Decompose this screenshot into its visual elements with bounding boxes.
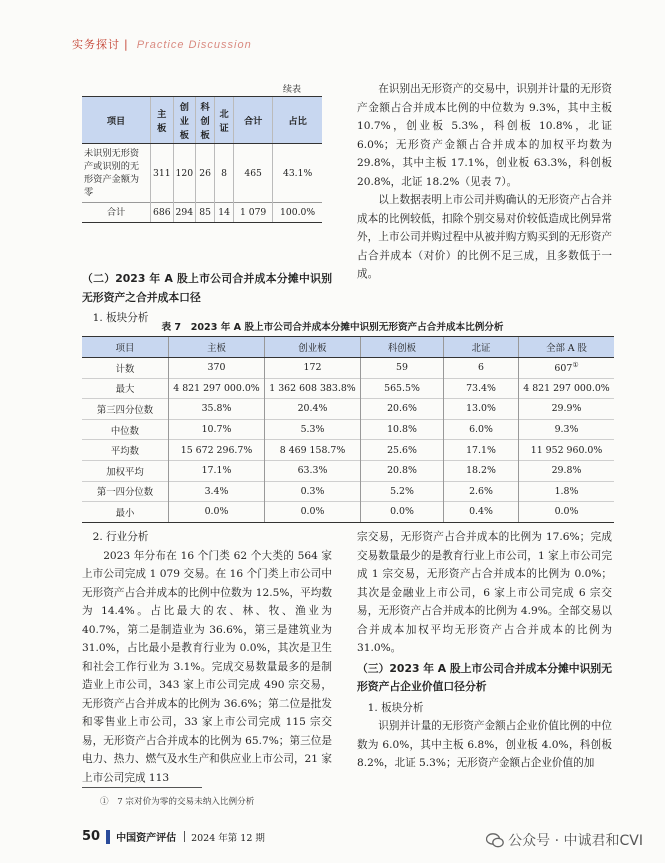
table-cell: 3.4% <box>169 481 265 502</box>
table-row <box>82 399 614 420</box>
col-header: 主板 <box>169 337 265 358</box>
table-cell: 6.0% <box>444 419 519 440</box>
table-cell: 607① <box>519 358 615 379</box>
table-7 <box>82 336 614 523</box>
table-cell: 565.5% <box>361 378 444 399</box>
table-cell: 0.0% <box>361 502 444 523</box>
section-title: 实务探讨 <box>72 38 120 51</box>
table-cell: 20.6% <box>361 399 444 420</box>
table-cell: 35.8% <box>169 399 265 420</box>
table-cell: 加权平均 <box>82 460 169 481</box>
table-cell: 85 <box>196 203 215 223</box>
subsection-heading: 2. 行业分析 <box>92 531 149 543</box>
footer-bar <box>106 830 110 844</box>
table-cell: 294 <box>173 203 196 223</box>
table-cell: 120 <box>173 144 196 203</box>
table-cell: 0.0% <box>519 502 615 523</box>
table-cell: 0.4% <box>444 502 519 523</box>
table-cell: 26 <box>196 144 215 203</box>
section-header: 实务探讨 | Practice Discussion <box>72 38 252 51</box>
table-cell: 中位数 <box>82 419 169 440</box>
subsection-heading: 1. 板块分析 <box>92 312 149 324</box>
page-number: 50 <box>82 829 101 844</box>
table-cell: 100.0% <box>273 203 322 223</box>
table-cell: 15 672 296.7% <box>169 440 265 461</box>
table-cell: 第三四分位数 <box>82 399 169 420</box>
table-cell: 20.4% <box>265 399 361 420</box>
paragraph: 2023 年分布在 16 个门类 62 个大类的 564 家上市公司完成 1 079 交易。在 16 个门类上市公司中无形资产占合并成本的比例中位数为 12.5%，平均数为 14.4%。占比最大的农、林、牧、渔业为 40.7%，第二是制造业为 36.6%，第三是建筑业为 31.0%，占比最小是教育行业为 0.0%，其次是卫生和社会工作行业为 3.1%。完成交易数量最多的是制造业上市公司，343 家上市公司完成 490 宗交易，无形资产占合并成本的比例为 36.6%；第二位是批发和零售业上市公司，33 家上市公司完成 115 宗交易，无形资产占合并成本的比例为 65.7%；第三位是电力、热力、燃气及水生产和供应业上市公司，21 家上市公司完成 113 <box>82 549 332 784</box>
table-row <box>82 419 614 440</box>
table-cell: 5.2% <box>361 481 444 502</box>
table-cell: 25.6% <box>361 440 444 461</box>
col-header: 北证 <box>444 337 519 358</box>
table-row <box>82 378 614 399</box>
table-cell: 计数 <box>82 358 169 379</box>
table-cell: 4 821 297 000.0% <box>519 378 615 399</box>
right-bottom-column <box>357 528 612 773</box>
table-row <box>82 440 614 461</box>
table-cell: 686 <box>151 203 174 223</box>
table-cell: 0.3% <box>265 481 361 502</box>
col-header: 科创板 <box>196 97 215 144</box>
col-header: 合计 <box>234 97 273 144</box>
footnote: ① 7 宗对价为零的交易未纳入比例分析 <box>100 797 255 807</box>
col-header: 全部 A 股 <box>519 337 615 358</box>
journal-name: 中国资产评估 <box>116 833 177 844</box>
table-cell: 10.8% <box>361 419 444 440</box>
watermark <box>486 830 643 850</box>
col-header: 占比 <box>273 97 322 144</box>
table-row <box>82 502 614 523</box>
table-row <box>82 144 322 203</box>
table-cell: 1.8% <box>519 481 615 502</box>
wechat-icon <box>486 833 504 848</box>
table-cell: 最大 <box>82 378 169 399</box>
table-cell: 13.0% <box>444 399 519 420</box>
table-cell: 合计 <box>82 203 151 223</box>
table-cell: 17.1% <box>169 460 265 481</box>
paragraph: 宗交易，无形资产占合并成本的比例为 17.6%；完成交易数量最少的是教育行业上市公司，1 家上市公司完成 1 宗交易，无形资产占合并成本的比例为 0.0%；其次是金融业上市公司，6 家上市公司完成 6 宗交易，无形资产占合并成本的比例为 4.9%。全部交易以合并成本加权平均无形资产占合并成本的比例为 31.0%。 <box>357 531 612 654</box>
table-cell: 63.3% <box>265 460 361 481</box>
col-header: 创业板 <box>265 337 361 358</box>
table-cell: 29.8% <box>519 460 615 481</box>
table-row <box>82 481 614 502</box>
table-cell: 0.0% <box>169 502 265 523</box>
paragraph: 识别并计量的无形资产金额占企业价值比例的中位数为 6.0%，其中主板 6.8%，创业板 4.0%，科创板 8.2%，北证 5.3%；无形资产金额占企业价值的加 <box>357 720 612 769</box>
table-cell: 平均数 <box>82 440 169 461</box>
table-cell: 1 362 608 383.8% <box>265 378 361 399</box>
table-row <box>82 358 614 379</box>
paragraph: 在识别出无形资产的交易中，识别并计量的无形资产金额占合并成本比例的中位数为 9.3%，其中主板 10.7%，创业板 5.3%，科创板 10.8%，北证 6.0%；无形资产金额占合并成本的加权平均数为 29.8%，其中主板 17.1%，创业板 63.3%，科创板 20.8%，北证 18.2%（见表 7）。 <box>357 83 612 188</box>
table-cell: 43.1% <box>273 144 322 203</box>
table-cell: 10.7% <box>169 419 265 440</box>
issue-label: 2024 年第 12 期 <box>191 832 265 844</box>
table-cell: 59 <box>361 358 444 379</box>
table-cell: 6 <box>444 358 519 379</box>
table-cell: 20.8% <box>361 460 444 481</box>
table-cell: 14 <box>215 203 234 223</box>
table-cell: 未识别无形资产或识别的无形资产金额为零 <box>84 148 140 198</box>
table-cell: 8 <box>215 144 234 203</box>
table-cell: 311 <box>151 144 174 203</box>
table-cell: 最小 <box>82 502 169 523</box>
table-row <box>82 203 322 223</box>
table-cell: 8 469 158.7% <box>265 440 361 461</box>
col-header: 北证 <box>215 97 234 144</box>
footer-divider <box>184 831 185 842</box>
table-cell: 18.2% <box>444 460 519 481</box>
footnote-mark: ① <box>572 361 579 370</box>
page-footer <box>82 829 265 844</box>
continued-label: 续表 <box>283 85 302 95</box>
paragraph: 以上数据表明上市公司并购确认的无形资产占合并成本的比例较低，扣除个别交易对价较低造成比例异常外，上市公司并购过程中从被并购方购买到的无形资产占合并成本（对价）的比例不足三成，且多数低于一成。 <box>357 194 612 280</box>
table-cell: 370 <box>169 358 265 379</box>
table-cell: 29.9% <box>519 399 615 420</box>
subsection-heading: 1. 板块分析 <box>367 701 424 714</box>
table-cell: 73.4% <box>444 378 519 399</box>
continued-table <box>82 96 322 223</box>
section-heading: （三）2023 年 A 股上市公司合并成本分摊中识别无形资产占企业价值口径分析 <box>357 661 612 693</box>
table-cell: 465 <box>234 144 273 203</box>
col-header: 项目 <box>82 97 151 144</box>
table-row <box>82 460 614 481</box>
table-cell: 5.3% <box>265 419 361 440</box>
table-caption: 表 7 2023 年 A 股上市公司合并成本分摊中识别无形资产占合并成本比例分析 <box>161 322 504 333</box>
table-cell: 2.6% <box>444 481 519 502</box>
left-bottom-column <box>82 528 332 787</box>
col-header: 项目 <box>82 337 169 358</box>
table-cell: 0.0% <box>265 502 361 523</box>
table-cell: 17.1% <box>444 440 519 461</box>
section-heading: （二）2023 年 A 股上市公司合并成本分摊中识别无形资产之合并成本口径 <box>82 272 332 304</box>
table-cell: 4 821 297 000.0% <box>169 378 265 399</box>
table-cell: 172 <box>265 358 361 379</box>
footnote-divider <box>82 787 202 788</box>
watermark-text: 公众号 · 中诚君和CVI <box>508 833 643 849</box>
col-header: 科创板 <box>361 337 444 358</box>
table-cell: 11 952 960.0% <box>519 440 615 461</box>
table-cell: 9.3% <box>519 419 615 440</box>
right-top-column <box>357 80 612 284</box>
table-cell: 1 079 <box>234 203 273 223</box>
table-cell: 第一四分位数 <box>82 481 169 502</box>
col-header: 创业板 <box>173 97 196 144</box>
col-header: 主板 <box>151 97 174 144</box>
section-english-title: Practice Discussion <box>136 39 252 51</box>
